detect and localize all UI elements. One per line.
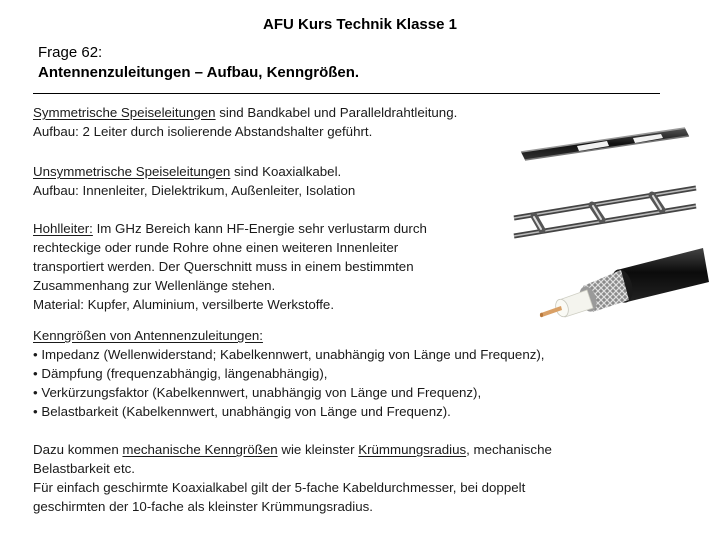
parameter-item-power-rating: • Belastbarkeit (Kabelkennwert, unabhängig von Länge und Frequenz).	[33, 404, 451, 419]
mechanical-line-3: Für einfach geschirmte Koaxialkabel gilt der 5-fache Kabeldurchmesser, bei doppelt	[33, 480, 526, 495]
waveguide-line-1: Hohlleiter: Im GHz Bereich kann HF-Energie sehr verlustarm durch	[33, 221, 427, 236]
symmetric-section	[33, 103, 457, 141]
waveguide-term: Hohlleiter:	[33, 221, 93, 236]
mechanical-line-1: Dazu kommen mechanische Kenngrößen wie kleinster Krümmungsradius, mechanische	[33, 442, 552, 457]
question-topic: Antennenzuleitungen – Aufbau, Kenngrößen.	[38, 64, 360, 81]
coax-cable-image	[535, 240, 710, 330]
mechanical-line-2: Belastbarkeit etc.	[33, 461, 135, 476]
asymmetric-term: Unsymmetrische Speiseleitungen	[33, 164, 231, 179]
symmetric-line-1: Symmetrische Speiseleitungen sind Bandkabel und Paralleldrahtleitung.	[33, 105, 458, 120]
asymmetric-line-2: Aufbau: Innenleiter, Dielektrikum, Außenleiter, Isolation	[33, 183, 356, 198]
waveguide-line-3: transportiert werden. Der Querschnitt muss in einem bestimmten	[33, 259, 414, 274]
mechanical-term-parameters: mechanische Kenngrößen	[122, 442, 278, 457]
question-header	[38, 43, 359, 83]
parameter-item-attenuation: • Dämpfung (frequenzabhängig, längenabhängig),	[33, 366, 328, 381]
waveguide-line-2: rechteckige oder runde Rohre ohne einen weiteren Innenleiter	[33, 240, 399, 255]
asymmetric-section	[33, 162, 355, 200]
waveguide-line-5: Material: Kupfer, Aluminium, versilberte Werkstoffe.	[33, 297, 335, 312]
parameters-section	[33, 326, 545, 421]
question-number: Frage 62:	[38, 44, 103, 61]
symmetric-line-2: Aufbau: 2 Leiter durch isolierende Abstandshalter geführt.	[33, 124, 373, 139]
waveguide-section	[33, 219, 427, 314]
page-title: AFU Kurs Technik Klasse 1	[263, 16, 457, 33]
ribbon-cable-image	[515, 118, 695, 163]
parameters-heading: Kenngrößen von Antennenzuleitungen:	[33, 328, 263, 343]
asymmetric-line-1: Unsymmetrische Speiseleitungen sind Koaxialkabel.	[33, 164, 342, 179]
symmetric-term: Symmetrische Speiseleitungen	[33, 105, 216, 120]
mechanical-section	[33, 440, 552, 516]
ladder-line-image	[510, 178, 700, 240]
waveguide-line-4: Zusammenhang zur Wellenlänge stehen.	[33, 278, 276, 293]
header-divider	[33, 93, 660, 94]
parameter-item-impedance: • Impedanz (Wellenwiderstand; Kabelkennwert, unabhängig von Länge und Frequenz),	[33, 347, 545, 362]
mechanical-line-4: geschirmten der 10-fache als kleinster Krümmungsradius.	[33, 499, 373, 514]
mechanical-term-bend-radius: Krümmungsradius	[358, 442, 467, 457]
parameter-item-velocity-factor: • Verkürzungsfaktor (Kabelkennwert, unabhängig von Länge und Frequenz),	[33, 385, 482, 400]
